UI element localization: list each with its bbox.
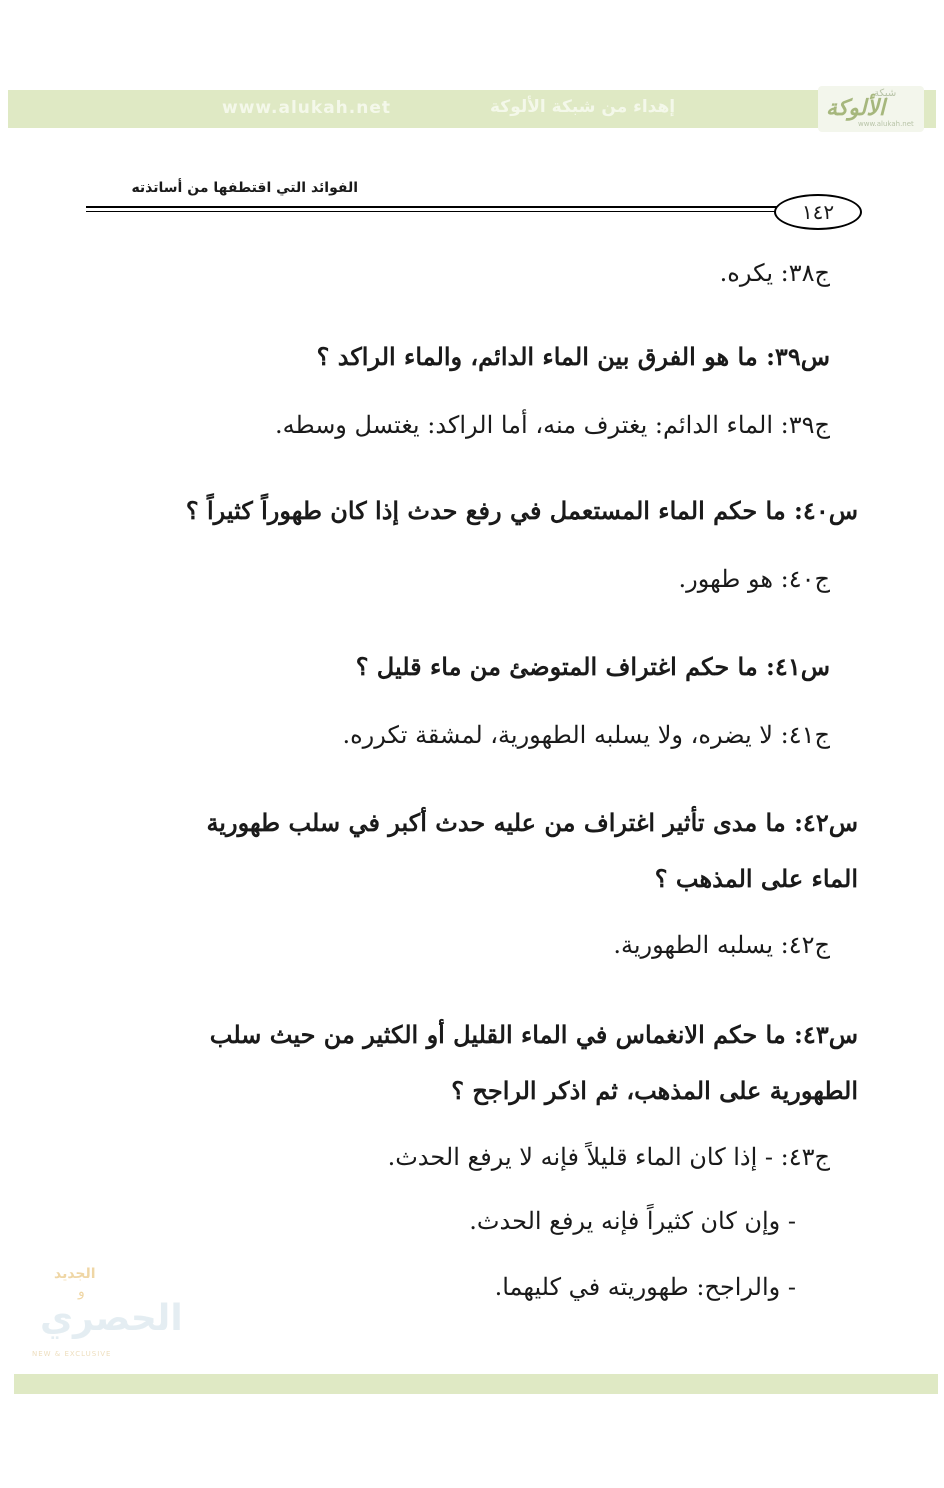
answer-40: ج٤٠: هو طهور. bbox=[678, 565, 830, 593]
running-title: الفوائد التي اقتطفها من أساتذته bbox=[131, 180, 358, 196]
page-number: ١٤٢ bbox=[774, 194, 862, 230]
stamp-bottom-text: NEW & EXCLUSIVE bbox=[32, 1350, 112, 1358]
logo-main-text: الألوكة bbox=[826, 96, 885, 121]
stamp-mid-text: و bbox=[78, 1284, 85, 1300]
question-42-line-1: س٤٢: ما مدى تأثير اغتراف من عليه حدث أكبر في سلب طهورية bbox=[206, 808, 858, 837]
alukah-logo bbox=[818, 86, 924, 132]
question-40: س٤٠: ما حكم الماء المستعمل في رفع حدث إذا كان طهوراً كثيراً ؟ bbox=[185, 496, 858, 525]
stamp-top-text: الجديد bbox=[54, 1266, 96, 1282]
answer-38: ج٣٨: يكره. bbox=[719, 259, 830, 287]
answer-43-line-3: - والراجح: طهوريته في كليهما. bbox=[494, 1273, 796, 1301]
question-42-line-2: الماء على المذهب ؟ bbox=[654, 864, 858, 893]
question-43-line-2: الطهورية على المذهب، ثم اذكر الراجح ؟ bbox=[451, 1076, 858, 1105]
answer-43-line-1: ج٤٣: - إذا كان الماء قليلاً فإنه لا يرفع الحدث. bbox=[387, 1143, 830, 1171]
question-43-line-1: س٤٣: ما حكم الانغماس في الماء القليل أو الكثير من حيث سلب bbox=[209, 1020, 858, 1049]
logo-url-text: www.alukah.net bbox=[858, 120, 914, 128]
question-41: س٤١: ما حكم اغتراف المتوضئ من ماء قليل ؟ bbox=[355, 652, 830, 681]
top-banner bbox=[8, 90, 936, 128]
banner-gift-text: إهداء من شبكة الألوكة bbox=[490, 97, 676, 117]
banner-url[interactable]: www.alukah.net bbox=[222, 98, 391, 118]
answer-42: ج٤٢: يسلبه الطهورية. bbox=[613, 931, 830, 959]
answer-39: ج٣٩: الماء الدائم: يغترف منه، أما الراكد: يغتسل وسطه. bbox=[275, 411, 830, 439]
bottom-banner bbox=[14, 1374, 938, 1394]
answer-41: ج٤١: لا يضره، ولا يسلبه الطهورية، لمشقة تكرره. bbox=[342, 721, 830, 749]
stamp-main-text: الحصري bbox=[40, 1298, 183, 1339]
logo-small-text: شبكة bbox=[874, 88, 897, 99]
header-rule bbox=[86, 206, 778, 208]
new-exclusive-stamp bbox=[32, 1266, 183, 1360]
answer-43-line-2: - وإن كان كثيراً فإنه يرفع الحدث. bbox=[469, 1207, 796, 1235]
header-rule-thin bbox=[86, 211, 778, 212]
question-39: س٣٩: ما هو الفرق بين الماء الدائم، والماء الراكد ؟ bbox=[316, 342, 830, 371]
